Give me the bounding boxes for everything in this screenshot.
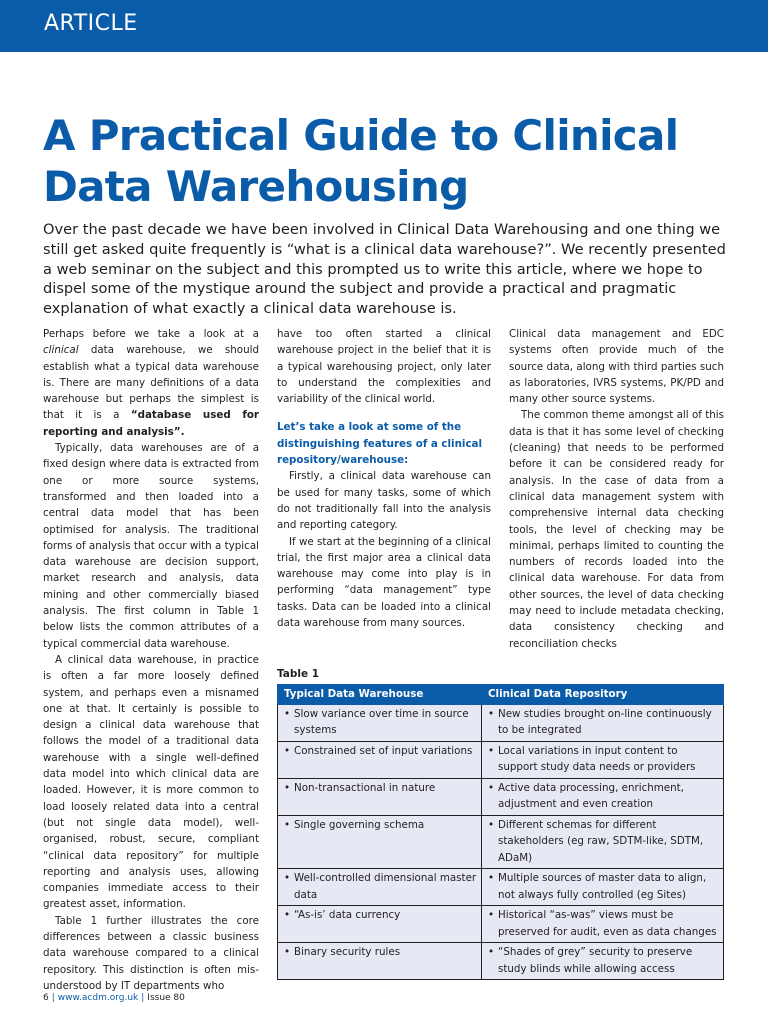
cell-text: Single governing schema [294, 818, 425, 831]
cell-text: Local variations in input content to support study data needs or providers [498, 744, 696, 773]
bullet-icon: • [284, 707, 291, 720]
comparison-table [277, 684, 724, 980]
table-cell [278, 815, 482, 869]
footer-separator: | [141, 993, 145, 1003]
cell-content [284, 870, 477, 903]
table-cell [482, 943, 724, 980]
cell-text: Non-transactional in nature [294, 781, 436, 794]
cell-text: Binary security rules [294, 946, 401, 958]
body-column-1 [43, 326, 259, 994]
bullet-icon: • [488, 946, 495, 958]
cell-content [284, 743, 477, 760]
cell-content [488, 706, 719, 739]
table-cell [482, 906, 724, 943]
bullet-icon: • [284, 744, 291, 757]
bullet-icon: • [488, 744, 495, 757]
bullet-icon: • [488, 909, 495, 921]
cell-text: Different schemas for different stakeholders (eg raw, SDTM-like, SDTM, ADaM) [498, 818, 704, 864]
paragraph: have too often started a clinical warehouse project in the belief that it is a typical warehousing project, only later to understand the complexities and variability of the clinical world. [277, 328, 491, 406]
table-cell [482, 778, 724, 815]
cell-text: Slow variance over time in source systems [294, 707, 469, 736]
table-cell [278, 869, 482, 906]
table-row [278, 869, 724, 906]
cell-text: Multiple sources of master data to align, not always fully controlled (eg Sites) [498, 872, 707, 901]
text: Perhaps before we take a look at a [43, 328, 259, 340]
emphasis: clinical [43, 344, 79, 357]
bullet-icon: • [488, 818, 495, 831]
article-title: A Practical Guide to Clinical Data Warehousing [43, 111, 679, 211]
cell-content [488, 870, 719, 903]
table-cell [278, 741, 482, 778]
paragraph: A clinical data warehouse, in practice is often a far more loosely defined system, and perhaps even a misnamed one at that. It certainly is possible to design a clinical data warehouse that follows the model of a traditional data warehouse with a single well-defined data model into which clinical data are loaded. However, it is more common to load loosely related data into a central (but not single data model), well-organised, robust, secure, compliant “clinical data repository” for multiple reporting and analysis uses, allowing companies immediate access to their greatest asset, information. [43, 653, 259, 911]
paragraph: Typically, data warehouses are of a fixed design where data is extracted from one or more source systems, transformed and then loaded into a central data model that has been optimised for analysis. The traditional forms of analysis that occur with a typical data warehouse are decision support, market research and analysis, data mining and other commercially biased analysis. The first column in Table 1 below lists the common attributes of a typical commercial data warehouse. [43, 442, 259, 650]
spacer [277, 407, 491, 419]
cell-text: Historical “as-was” views must be preserved for audit, even as data changes [498, 909, 717, 938]
section-label: ARTICLE [44, 11, 138, 36]
header-bar [0, 0, 768, 52]
cell-content [284, 780, 477, 797]
bullet-icon: • [284, 909, 291, 921]
paragraph [43, 326, 259, 440]
page-number: 6 [43, 993, 49, 1003]
bullet-icon: • [284, 946, 291, 958]
paragraph: Table 1 further illustrates the core differences between a classic business data warehouse compared to a clinical repository. This distinction is often mis-understood by IT departments who [43, 914, 259, 992]
bullet-icon: • [488, 707, 495, 720]
table-cell [278, 778, 482, 815]
cell-content [488, 780, 719, 813]
column-header: Clinical Data Repository [482, 685, 724, 705]
table-cell [482, 704, 724, 741]
cell-text: “Shades of grey” security to preserve study blinds while allowing access [498, 946, 693, 975]
footer-separator: | [51, 993, 55, 1003]
column-header: Typical Data Warehouse [278, 685, 482, 705]
website-link[interactable]: www.acdm.org.uk [57, 993, 139, 1003]
table-label: Table 1 [277, 668, 320, 680]
bullet-icon: • [284, 818, 291, 831]
cell-content [284, 817, 477, 834]
cell-content [488, 944, 719, 977]
table-row [278, 943, 724, 980]
bullet-icon: • [488, 781, 495, 794]
cell-content [284, 944, 477, 961]
table-cell [482, 815, 724, 869]
table-row [278, 704, 724, 741]
bullet-icon: • [284, 781, 291, 794]
paragraph: Firstly, a clinical data warehouse can be used for many tasks, some of which do not traditionally fall into the analysis and reporting category. [277, 470, 491, 532]
paragraph: Clinical data management and EDC systems often provide much of the source data, along with third parties such as laboratories, IVRS systems, PK/PD and many other source systems. [509, 328, 724, 406]
cell-text: Active data processing, enrichment, adjustment and even creation [498, 781, 684, 810]
page-footer [43, 993, 185, 1003]
paragraph: If we start at the beginning of a clinical trial, the first major area a clinical data warehouse may come into play is in performing “data management” type tasks. Data can be loaded into a clinical data warehouse from many sources. [277, 535, 491, 630]
paragraph: The common theme amongst all of this data is that it has some level of checking (cleaning) that needs to be performed before it can be considered ready for analysis. In the case of data from a clinical data management system with comprehensive internal data checking tools, the level of checking may be minimal, perhaps limited to counting the numbers of records loaded into the clinical data warehouse. For data from other sources, the level of data checking may need to include metadata checking, data consistency checking and reconciliation checks [509, 409, 724, 650]
cell-text: Constrained set of input variations [294, 744, 473, 757]
article-lead: Over the past decade we have been involved in Clinical Data Warehousing and one thing we still get asked quite frequently is “what is a clinical data warehouse?”. We recently presented a web seminar on the subject and this prompted us to write this article, where we hope to dispel some of the mystique around the subject and provide a practical and pragmatic explanation of what exactly a clinical data warehouse is. [43, 221, 726, 318]
subheading: Let’s take a look at some of the distinguishing features of a clinical repository/warehouse: [277, 421, 483, 467]
text: data warehouse, we should establish what a typical data warehouse is. There are many definitions of a data warehouse but perhaps the simplest is that it is a [43, 344, 259, 422]
cell-text: New studies brought on-line continuously to be integrated [498, 707, 712, 736]
table-row [278, 778, 724, 815]
issue-number: Issue 80 [147, 993, 185, 1003]
body-column-3 [509, 326, 724, 652]
table-cell [278, 906, 482, 943]
bold-definition: “database used for reporting and analysis”. [43, 409, 259, 438]
table-row [278, 906, 724, 943]
cell-content [488, 907, 719, 940]
body-column-2 [277, 326, 491, 631]
cell-content [284, 706, 477, 739]
bullet-icon: • [284, 872, 291, 884]
table-cell [482, 741, 724, 778]
table-cell [482, 869, 724, 906]
table-row [278, 741, 724, 778]
cell-content [488, 817, 719, 867]
table-row [278, 815, 724, 869]
table-header-row [278, 685, 724, 705]
cell-content [284, 907, 477, 924]
cell-text: Well-controlled dimensional master data [294, 872, 477, 901]
table-cell [278, 704, 482, 741]
bullet-icon: • [488, 872, 495, 884]
table-body [278, 704, 724, 980]
cell-content [488, 743, 719, 776]
table-cell [278, 943, 482, 980]
cell-text: “As-is’ data currency [294, 909, 401, 921]
